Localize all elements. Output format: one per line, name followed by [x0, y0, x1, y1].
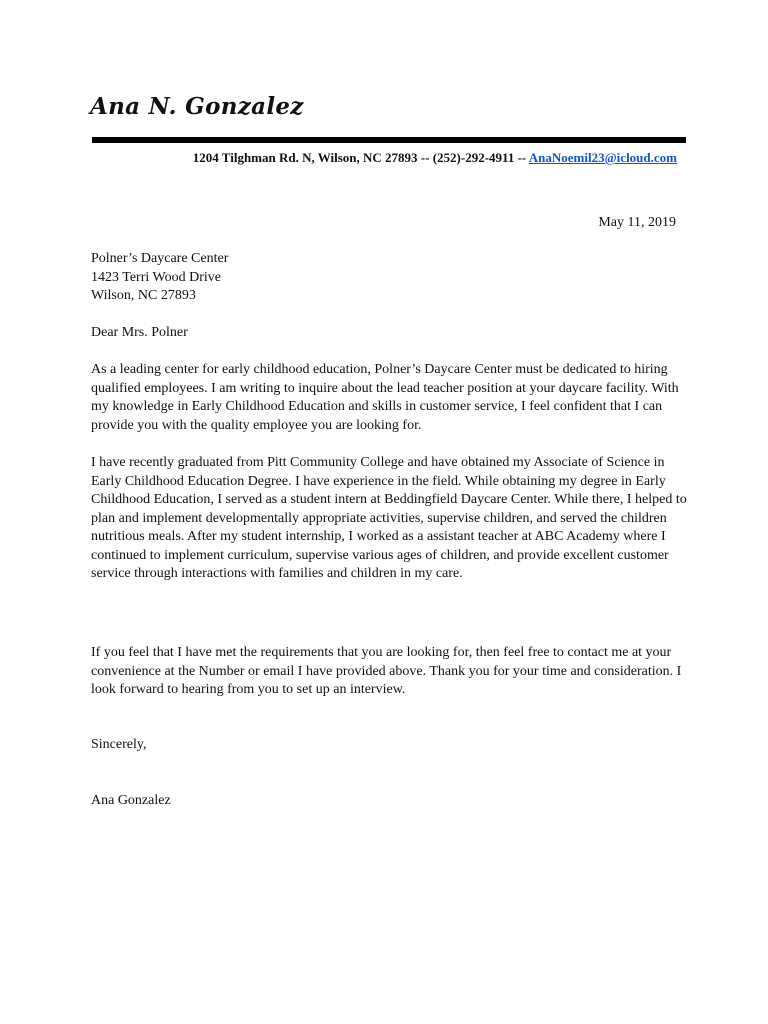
paragraph-experience: I have recently graduated from Pitt Community College and have obtained my Associate of Science in Early Childhood Education Degree. I have experience in the field. While obtaining my degree in Early Childhood Education, I served as a student intern at Beddingfield Daycare Center. While there, I helped to plan and implement developmentally appropriate activities, supervise children, and served the children nutritious meals. After my student internship, I worked as a assistant teacher at ABC Academy where I continued to implement curriculum, supervise various ages of children, and provide excellent customer service through interactions with families and children in my care.: [91, 455, 687, 581]
recipient-line: 1423 Terri Wood Drive: [91, 269, 221, 285]
contact-address-phone: 1204 Tilghman Rd. N, Wilson, NC 27893 -- (252)-292-4911 --: [192, 150, 529, 165]
contact-email-link[interactable]: AnaNoemil23@icloud.com: [528, 150, 677, 165]
recipient-line: Polner’s Daycare Center: [91, 251, 229, 266]
sender-name: Ana N. Gonzalez: [90, 93, 304, 120]
paragraph-closing: If you feel that I have met the requirements that you are looking for, then feel free to contact me at your convenience at the Number or email I have provided above. Thank you for your time and consideration. I look forward to hearing from you to set up an interview.: [91, 645, 682, 697]
signature-name: Ana Gonzalez: [91, 793, 171, 808]
salutation: Dear Mrs. Polner: [91, 325, 188, 340]
closing-phrase: Sincerely,: [91, 737, 147, 752]
contact-line: [193, 150, 677, 166]
paragraph-intro: As a leading center for early childhood education, Polner’s Daycare Center must be dedicated to hiring qualified employees. I am writing to inquire about the lead teacher position at your daycare facility. With my knowledge in Early Childhood Education and skills in customer service, I feel confident that I can provide you with the quality employee you are looking for.: [91, 362, 679, 433]
letter-date: May 11, 2019: [598, 215, 676, 230]
header-divider: [92, 137, 686, 143]
recipient-line: Wilson, NC 27893: [91, 288, 196, 303]
recipient-address: [91, 250, 691, 306]
